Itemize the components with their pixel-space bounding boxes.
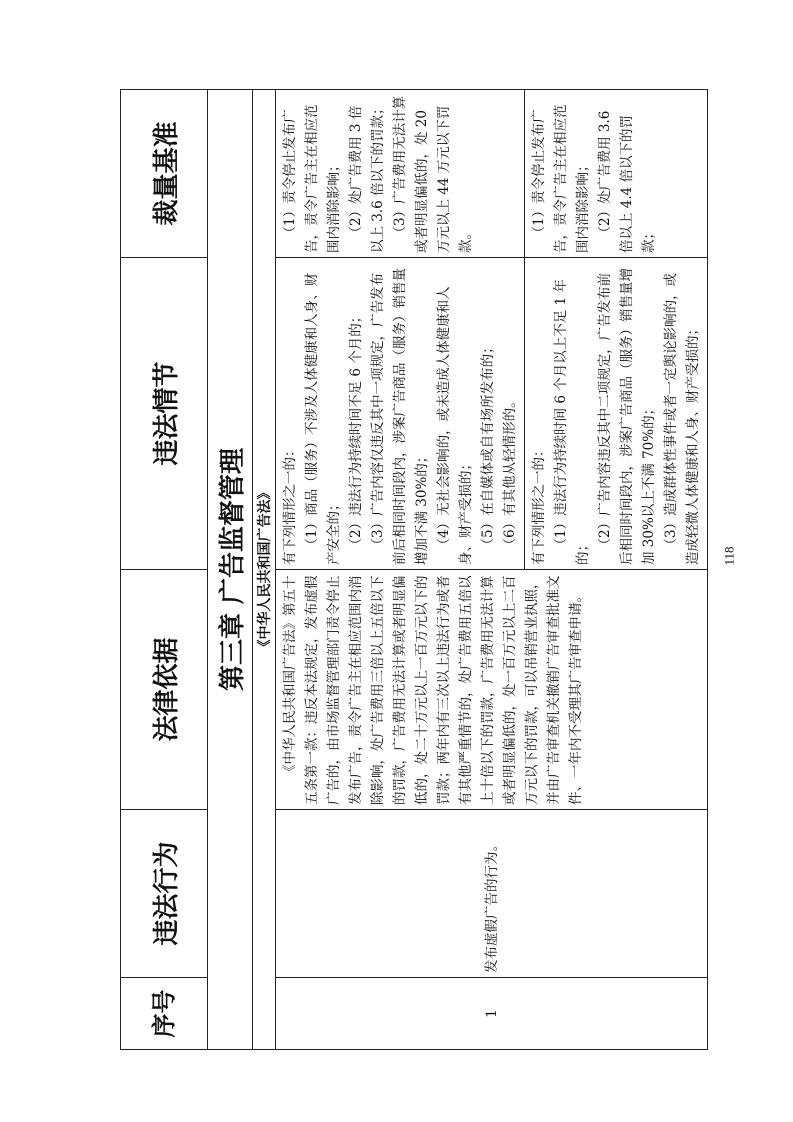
regulation-table [120, 89, 708, 1050]
chapter-title: 第三章 广告监督管理 [208, 90, 253, 1050]
standard1-line: （1）责令停止发布广告，责令广告主在相应范围内消除影响； [282, 104, 342, 253]
case1-line: （6）有其他从轻情形的。 [502, 394, 518, 552]
case2-line: （2）广告内容违反其中二项规定，广告发布前后相同时间段内，涉案广告商品（服务）销售量增加 30%以上不满 70%的； [597, 268, 657, 565]
row-number: 1 [276, 978, 708, 1050]
standard2-line: （1）责令停止发布广告，责令广告主在相应范围内消除影响； [531, 104, 591, 253]
case2-line: （1）违法行为持续时间 6 个月以上不足 1 年的； [553, 279, 591, 565]
header-case: 违法情节 [121, 258, 208, 570]
case-cell-1 [276, 258, 525, 570]
header-standard: 裁量基准 [121, 90, 208, 258]
case2-line: 有下列情形之一的： [531, 443, 547, 565]
case-cell-2 [525, 258, 708, 570]
case1-line: （1）商品（服务）不涉及人体健康和人身、财产安全的； [304, 272, 342, 565]
standard2-line: （2）处广告费用 3.6 倍以上 4.4 倍以下的罚款； [597, 110, 657, 253]
standard-cell-1 [276, 90, 525, 258]
case2-line: （3）造成群体性事件或者一定舆论影响的，或造成轻微人体健康和人身、财产受损的； [663, 272, 701, 565]
page-number: 118 [721, 546, 737, 566]
header-seq: 序号 [121, 978, 208, 1050]
case1-line: （4）无社会影响的，或未造成人体健康和人身、财产受损的； [436, 286, 474, 565]
law-title: 《中华人民共和国广告法》 [253, 90, 276, 1050]
table-row [276, 90, 525, 1050]
rotated-table-page [120, 90, 701, 1050]
row-legal-basis: 《中华人民共和国广告法》第五十五条第一款：违反本法规定，发布虚假广告的，由市场监督管理部门责令停止发布广告，责令广告主在相应范围内消除影响，处广告费用三倍以上五倍以下的罚款，广告费用无法计算或者明显偏低的，处二十万元以上一百万元以下的罚款；两年内有三次以上违法行为或者有其他严重情节的，处广告费用五倍以上十倍以下的罚款，广告费用无法计算或者明显偏低的，处一百万元以上二百万元以下的罚款，可以吊销营业执照，并由广告审查机关撤销广告审查批准文件、一年内不受理其广告审查申请。 [276, 570, 708, 810]
case1-line: （3）广告内容仅违反其中一项规定，广告发布前后相同时间段内，涉案广告商品（服务）销售量增加不满 30%的； [370, 268, 430, 565]
standard-cell-2 [525, 90, 708, 258]
case1-line: （5）在自媒体或自有场所发布的； [480, 340, 496, 552]
header-row [121, 90, 208, 1050]
header-behavior: 违法行为 [121, 810, 208, 978]
case1-line: （2）违法行为持续时间不足 6 个月的； [348, 309, 364, 552]
case1-line: 有下列情形之一的： [282, 443, 298, 565]
row-behavior: 发布虚假广告的行为。 [276, 810, 708, 978]
standard1-line: （3）广告费用无法计算或者明显偏低的，处 20 万元以上 44 万元以下罚款。 [392, 95, 474, 253]
header-basis: 法律依据 [121, 570, 208, 810]
standard1-line: （2）处广告费用 3 倍以上 3.6 倍以下的罚款； [348, 101, 386, 253]
